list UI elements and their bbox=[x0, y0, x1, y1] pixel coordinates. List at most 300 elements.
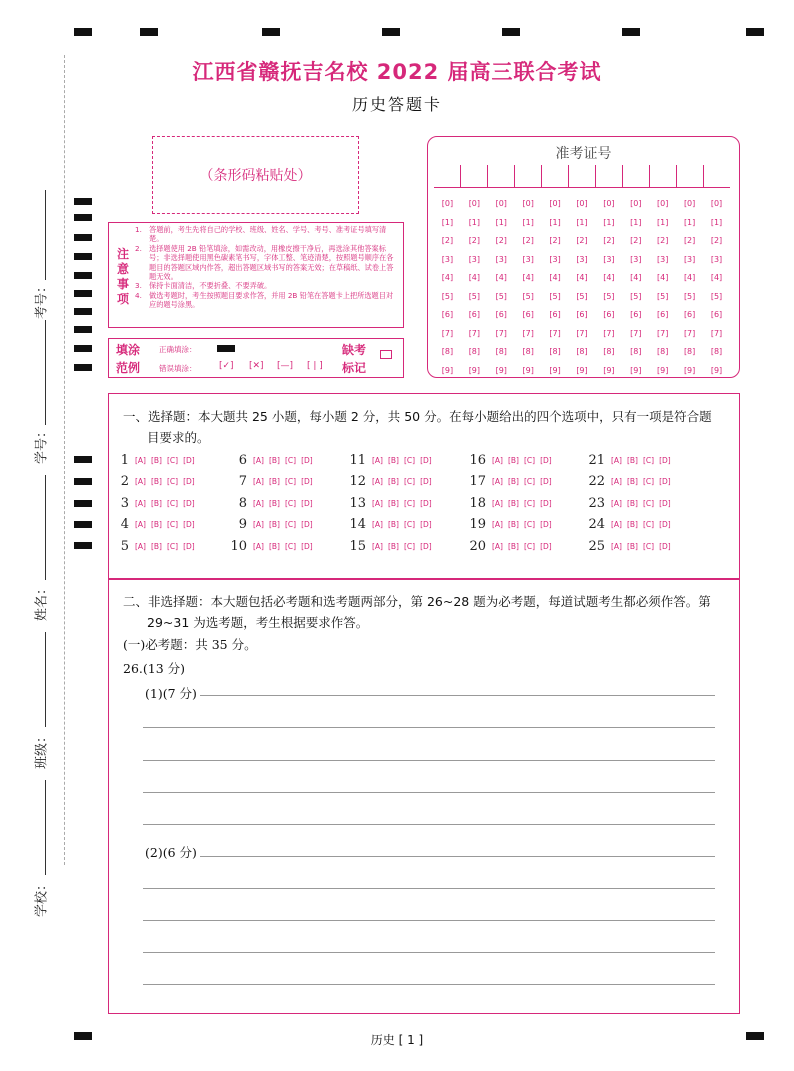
digit-bubble[interactable]: [9] bbox=[549, 365, 561, 375]
answer-line[interactable] bbox=[143, 920, 715, 921]
digit-bubble[interactable]: [5] bbox=[495, 291, 507, 301]
kaohao-line[interactable] bbox=[45, 190, 46, 280]
digit-bubble[interactable]: [1] bbox=[630, 217, 642, 227]
digit-bubble[interactable]: [3] bbox=[630, 254, 642, 264]
digit-bubble[interactable]: [2] bbox=[468, 236, 481, 245]
wrong-fill-cross-icon: [✕] bbox=[249, 361, 264, 371]
digit-bubble[interactable]: [4] bbox=[603, 273, 615, 282]
digit-bubble[interactable]: [1] bbox=[441, 217, 454, 227]
digit-bubble[interactable]: [0] bbox=[657, 199, 669, 208]
choice-option-bubble[interactable]: [B] bbox=[150, 519, 162, 529]
choice-option-bubble[interactable]: [A] bbox=[492, 476, 503, 486]
digit-bubble[interactable]: [7] bbox=[683, 328, 696, 338]
choice-option-bubble[interactable]: [C] bbox=[642, 476, 655, 486]
choice-question-number: 18 bbox=[469, 495, 486, 511]
digit-bubble[interactable]: [7] bbox=[603, 328, 615, 338]
choice-option-bubble[interactable]: [C] bbox=[523, 476, 536, 486]
digit-row bbox=[434, 251, 730, 270]
timing-mark bbox=[74, 500, 92, 507]
digit-bubble[interactable]: [5] bbox=[441, 291, 454, 301]
digit-bubble[interactable]: [6] bbox=[603, 310, 615, 319]
choice-question bbox=[346, 514, 437, 534]
choice-question bbox=[227, 536, 318, 556]
timing-mark bbox=[502, 28, 520, 36]
choice-option-bubble[interactable]: [C] bbox=[523, 519, 536, 529]
xuehao-line[interactable] bbox=[45, 320, 46, 425]
digit-bubble[interactable]: [9] bbox=[522, 365, 534, 375]
digit-bubble[interactable]: [8] bbox=[522, 347, 534, 356]
answer-line[interactable] bbox=[143, 792, 715, 793]
digit-bubble[interactable]: [3] bbox=[441, 254, 454, 264]
digit-bubble[interactable]: [6] bbox=[495, 310, 507, 319]
choice-option-bubble[interactable]: [C] bbox=[642, 541, 655, 551]
banji-line[interactable] bbox=[45, 632, 46, 727]
digit-bubble[interactable]: [2] bbox=[441, 236, 454, 245]
choice-option-bubble[interactable]: [A] bbox=[492, 541, 503, 551]
choice-option-bubble[interactable]: [C] bbox=[284, 476, 297, 486]
digit-bubble[interactable]: [5] bbox=[710, 291, 723, 301]
choice-option-bubble[interactable]: [D] bbox=[301, 519, 313, 529]
digit-bubble[interactable]: [0] bbox=[495, 199, 507, 208]
choice-option-bubble[interactable]: [D] bbox=[420, 455, 432, 465]
answer-line[interactable] bbox=[143, 952, 715, 953]
choice-option-bubble[interactable]: [A] bbox=[253, 519, 264, 529]
choice-question bbox=[585, 536, 676, 556]
choice-question bbox=[585, 471, 676, 491]
page-subtitle: 历史答题卡 bbox=[351, 95, 442, 114]
choice-question-number: 17 bbox=[469, 473, 486, 489]
choice-option-bubble[interactable]: [C] bbox=[403, 498, 416, 508]
choice-option-bubble[interactable]: [A] bbox=[253, 541, 264, 551]
choice-option-bubble[interactable]: [C] bbox=[523, 498, 536, 508]
digit-bubble[interactable]: [8] bbox=[710, 347, 723, 356]
timing-mark bbox=[74, 364, 92, 371]
choice-option-bubble[interactable]: [A] bbox=[135, 541, 146, 551]
digit-bubble[interactable]: [6] bbox=[683, 310, 696, 319]
choice-option-bubble[interactable]: [B] bbox=[268, 519, 280, 529]
side-label-xuehao: 学号： bbox=[34, 425, 50, 465]
choice-option-bubble[interactable]: [B] bbox=[387, 476, 399, 486]
choice-option-bubble[interactable]: [C] bbox=[166, 541, 179, 551]
choice-question-number: 25 bbox=[588, 538, 605, 554]
choice-option-bubble[interactable]: [B] bbox=[507, 541, 519, 551]
choice-option-bubble[interactable]: [C] bbox=[166, 498, 179, 508]
timing-mark bbox=[74, 345, 92, 352]
digit-bubble[interactable]: [1] bbox=[576, 217, 588, 227]
notice-item bbox=[135, 244, 399, 282]
digit-bubble[interactable]: [6] bbox=[549, 310, 561, 319]
digit-bubble[interactable]: [5] bbox=[630, 291, 642, 301]
choice-option-bubble[interactable]: [D] bbox=[183, 455, 195, 465]
digit-bubble[interactable]: [9] bbox=[576, 365, 588, 375]
choice-option-bubble[interactable]: [C] bbox=[642, 498, 655, 508]
digit-bubble[interactable]: [2] bbox=[576, 236, 588, 245]
choice-option-bubble[interactable]: [B] bbox=[268, 455, 280, 465]
choice-option-bubble[interactable]: [A] bbox=[135, 476, 146, 486]
choice-option-bubble[interactable]: [C] bbox=[166, 455, 179, 465]
choice-option-bubble[interactable]: [A] bbox=[372, 498, 383, 508]
digit-bubble[interactable]: [6] bbox=[576, 310, 588, 319]
barcode-area bbox=[152, 136, 359, 214]
digit-bubble[interactable]: [0] bbox=[576, 199, 588, 208]
timing-mark bbox=[74, 28, 92, 36]
choice-option-bubble[interactable]: [A] bbox=[611, 476, 622, 486]
choice-question-number: 15 bbox=[349, 538, 366, 554]
choice-option-bubble[interactable]: [B] bbox=[626, 476, 638, 486]
digit-bubble[interactable]: [4] bbox=[495, 273, 507, 282]
choice-option-bubble[interactable]: [B] bbox=[507, 519, 519, 529]
digit-bubble[interactable]: [3] bbox=[710, 254, 723, 264]
digit-bubble[interactable]: [4] bbox=[657, 273, 669, 282]
digit-bubble[interactable]: [8] bbox=[603, 347, 615, 356]
digit-bubble[interactable]: [6] bbox=[657, 310, 669, 319]
choice-question bbox=[466, 493, 557, 513]
choice-option-bubble[interactable]: [A] bbox=[135, 498, 146, 508]
choice-option-bubble[interactable]: [B] bbox=[507, 476, 519, 486]
digit-bubble[interactable]: [5] bbox=[522, 291, 534, 301]
digit-bubble[interactable]: [9] bbox=[495, 365, 507, 375]
notice-item-text: 保持卡面清洁，不要折叠、不要弄破。 bbox=[149, 281, 272, 291]
admission-bubble-grid[interactable] bbox=[434, 195, 730, 380]
digit-bubble[interactable]: [2] bbox=[603, 236, 615, 245]
digit-bubble[interactable]: [4] bbox=[522, 273, 534, 282]
choice-option-bubble[interactable]: [B] bbox=[150, 541, 162, 551]
timing-mark bbox=[140, 28, 158, 36]
digit-bubble[interactable]: [8] bbox=[683, 347, 696, 356]
choice-option-bubble[interactable]: [A] bbox=[611, 541, 622, 551]
choice-option-bubble[interactable]: [B] bbox=[387, 455, 399, 465]
digit-bubble[interactable]: [8] bbox=[657, 347, 669, 356]
digit-bubble[interactable]: [2] bbox=[522, 236, 534, 245]
choice-option-bubble[interactable]: [A] bbox=[611, 519, 622, 529]
choice-option-bubble[interactable]: [A] bbox=[372, 541, 383, 551]
timing-mark bbox=[382, 28, 400, 36]
choice-option-bubble[interactable]: [B] bbox=[150, 476, 162, 486]
timing-mark bbox=[74, 456, 92, 463]
choice-option-bubble[interactable]: [A] bbox=[135, 519, 146, 529]
choice-question-number: 10 bbox=[230, 538, 247, 554]
digit-bubble[interactable]: [2] bbox=[710, 236, 723, 245]
digit-bubble[interactable]: [1] bbox=[522, 217, 534, 227]
timing-mark bbox=[74, 272, 92, 279]
choice-question-number: 20 bbox=[469, 538, 486, 554]
choice-option-bubble[interactable]: [D] bbox=[183, 498, 195, 508]
choice-option-bubble[interactable]: [D] bbox=[659, 455, 671, 465]
choice-option-bubble[interactable]: [B] bbox=[507, 455, 519, 465]
choice-option-bubble[interactable]: [C] bbox=[166, 519, 179, 529]
admission-digit-boxes[interactable] bbox=[434, 165, 730, 188]
choice-option-bubble[interactable]: [D] bbox=[540, 541, 552, 551]
digit-bubble[interactable]: [3] bbox=[495, 254, 507, 264]
digit-bubble[interactable]: [0] bbox=[468, 199, 481, 208]
notice-item bbox=[135, 291, 399, 310]
choice-option-bubble[interactable]: [D] bbox=[659, 541, 671, 551]
digit-bubble[interactable]: [6] bbox=[441, 310, 454, 319]
admission-title: 准考证号 bbox=[555, 146, 612, 162]
side-label-xuexiao: 学校： bbox=[34, 878, 50, 918]
choice-question bbox=[109, 493, 200, 513]
notice-box bbox=[108, 222, 404, 328]
timing-mark bbox=[74, 478, 92, 485]
choice-question-number: 9 bbox=[238, 516, 247, 532]
choice-option-bubble[interactable]: [D] bbox=[301, 498, 313, 508]
digit-bubble[interactable]: [7] bbox=[710, 328, 723, 338]
notice-item-number: 2. bbox=[135, 243, 142, 253]
choice-option-bubble[interactable]: [C] bbox=[523, 541, 536, 551]
digit-bubble[interactable]: [0] bbox=[441, 199, 454, 208]
timing-mark bbox=[622, 28, 640, 36]
choice-option-bubble[interactable]: [C] bbox=[284, 541, 297, 551]
digit-bubble[interactable]: [7] bbox=[468, 328, 481, 338]
choice-section bbox=[108, 393, 740, 580]
digit-bubble[interactable]: [9] bbox=[683, 365, 696, 375]
digit-row bbox=[434, 195, 730, 214]
choice-question-number: 11 bbox=[349, 452, 366, 468]
digit-bubble[interactable]: [9] bbox=[603, 365, 615, 375]
digit-bubble[interactable]: [3] bbox=[576, 254, 588, 264]
choice-option-bubble[interactable]: [D] bbox=[540, 498, 552, 508]
digit-bubble[interactable]: [4] bbox=[630, 273, 642, 282]
choice-option-bubble[interactable]: [C] bbox=[284, 519, 297, 529]
digit-bubble[interactable]: [8] bbox=[576, 347, 588, 356]
choice-option-bubble[interactable]: [B] bbox=[268, 498, 280, 508]
digit-bubble[interactable]: [9] bbox=[710, 365, 723, 375]
choice-option-bubble[interactable]: [C] bbox=[403, 476, 416, 486]
choice-question-number: 19 bbox=[469, 516, 486, 532]
digit-bubble[interactable]: [9] bbox=[630, 365, 642, 375]
choice-option-bubble[interactable]: [C] bbox=[403, 541, 416, 551]
choice-option-bubble[interactable]: [D] bbox=[420, 476, 432, 486]
timing-mark bbox=[74, 326, 92, 333]
digit-bubble[interactable]: [5] bbox=[468, 291, 481, 301]
digit-bubble[interactable]: [1] bbox=[603, 217, 615, 227]
digit-bubble[interactable]: [0] bbox=[522, 199, 534, 208]
digit-row bbox=[434, 325, 730, 344]
choice-option-bubble[interactable]: [D] bbox=[540, 476, 552, 486]
digit-bubble[interactable]: [3] bbox=[657, 254, 669, 264]
choice-option-bubble[interactable]: [C] bbox=[523, 455, 536, 465]
timing-mark bbox=[74, 253, 92, 260]
digit-bubble[interactable]: [1] bbox=[683, 217, 696, 227]
required-heading: (一)必考题：共 35 分。 bbox=[123, 637, 257, 652]
digit-bubble[interactable]: [0] bbox=[683, 199, 696, 208]
binding-line bbox=[64, 55, 65, 865]
choice-option-bubble[interactable]: [D] bbox=[301, 476, 313, 486]
answer-line[interactable] bbox=[143, 888, 715, 889]
choice-option-bubble[interactable]: [A] bbox=[492, 498, 503, 508]
digit-bubble[interactable]: [2] bbox=[630, 236, 642, 245]
digit-bubble[interactable]: [4] bbox=[710, 273, 723, 282]
digit-bubble[interactable]: [8] bbox=[549, 347, 561, 356]
choice-option-bubble[interactable]: [B] bbox=[507, 498, 519, 508]
xuexiao-line[interactable] bbox=[45, 780, 46, 875]
digit-bubble[interactable]: [2] bbox=[495, 236, 507, 245]
digit-bubble[interactable]: [4] bbox=[441, 273, 454, 282]
timing-mark bbox=[74, 308, 92, 315]
digit-bubble[interactable]: [7] bbox=[495, 328, 507, 338]
choice-option-bubble[interactable]: [A] bbox=[611, 455, 622, 465]
choice-option-bubble[interactable]: [D] bbox=[420, 498, 432, 508]
choice-option-bubble[interactable]: [A] bbox=[135, 455, 146, 465]
choice-option-bubble[interactable]: [C] bbox=[284, 455, 297, 465]
choice-option-bubble[interactable]: [D] bbox=[540, 519, 552, 529]
choice-question bbox=[585, 493, 676, 513]
answer-line[interactable] bbox=[143, 760, 715, 761]
choice-question-number: 13 bbox=[349, 495, 366, 511]
digit-bubble[interactable]: [1] bbox=[549, 217, 561, 227]
wrong-fill-dash-icon: [—] bbox=[277, 361, 294, 371]
digit-bubble[interactable]: [1] bbox=[468, 217, 481, 227]
digit-bubble[interactable]: [7] bbox=[549, 328, 561, 338]
digit-bubble[interactable]: [2] bbox=[657, 236, 669, 245]
choice-option-bubble[interactable]: [B] bbox=[387, 519, 399, 529]
choice-option-bubble[interactable]: [B] bbox=[150, 455, 162, 465]
answer-line[interactable] bbox=[200, 695, 715, 696]
choice-option-bubble[interactable]: [B] bbox=[150, 498, 162, 508]
digit-bubble[interactable]: [2] bbox=[683, 236, 696, 245]
digit-bubble[interactable]: [1] bbox=[710, 217, 723, 227]
choice-option-bubble[interactable]: [A] bbox=[492, 455, 503, 465]
digit-bubble[interactable]: [9] bbox=[441, 365, 454, 375]
digit-bubble[interactable]: [6] bbox=[710, 310, 723, 319]
digit-bubble[interactable]: [9] bbox=[468, 365, 481, 375]
choice-option-bubble[interactable]: [D] bbox=[659, 476, 671, 486]
choice-option-bubble[interactable]: [D] bbox=[420, 541, 432, 551]
digit-bubble[interactable]: [0] bbox=[630, 199, 642, 208]
digit-bubble[interactable]: [5] bbox=[549, 291, 561, 301]
answer-line[interactable] bbox=[200, 856, 715, 857]
correct-fill-mark bbox=[217, 345, 235, 352]
choice-heading-2: 目要求的。 bbox=[147, 430, 210, 445]
side-label-banji: 班级： bbox=[34, 730, 50, 770]
digit-bubble[interactable]: [4] bbox=[468, 273, 481, 282]
digit-bubble[interactable]: [8] bbox=[441, 347, 454, 356]
choice-question bbox=[466, 450, 557, 470]
digit-bubble[interactable]: [5] bbox=[657, 291, 669, 301]
choice-question bbox=[227, 514, 318, 534]
choice-option-bubble[interactable]: [D] bbox=[659, 519, 671, 529]
digit-bubble[interactable]: [4] bbox=[683, 273, 696, 282]
digit-bubble[interactable]: [3] bbox=[603, 254, 615, 264]
timing-mark bbox=[74, 198, 92, 205]
choice-option-bubble[interactable]: [D] bbox=[540, 455, 552, 465]
choice-option-bubble[interactable]: [C] bbox=[403, 519, 416, 529]
choice-heading-1: 一、选择题：本大题共 25 小题，每小题 2 分，共 50 分。在每小题给出的四个选项中，只有一项是符合题 bbox=[123, 409, 712, 424]
digit-bubble[interactable]: [0] bbox=[549, 199, 561, 208]
choice-option-bubble[interactable]: [A] bbox=[253, 455, 264, 465]
choice-option-bubble[interactable]: [B] bbox=[387, 498, 399, 508]
choice-option-bubble[interactable]: [D] bbox=[659, 498, 671, 508]
answer-line[interactable] bbox=[143, 984, 715, 985]
digit-bubble[interactable]: [7] bbox=[657, 328, 669, 338]
choice-question bbox=[346, 471, 437, 491]
choice-question bbox=[466, 471, 557, 491]
digit-bubble[interactable]: [8] bbox=[630, 347, 642, 356]
notice-item-text: 选择题使用 2B 铅笔填涂，如需改动，用橡皮擦干净后，再选涂其他答案标号；非选择题使用黑色碳素笔书写，字体工整、笔迹清楚，按照题号顺序在各题目的答题区域内作答，超出答题区域书写的答案无效；在草稿纸、试卷上答题无效。 bbox=[149, 243, 394, 282]
digit-bubble[interactable]: [1] bbox=[495, 217, 507, 227]
digit-bubble[interactable]: [4] bbox=[576, 273, 588, 282]
notice-item-text: 答题前，考生先将自己的学校、班级、姓名、学号、考号、准考证号填写清楚。 bbox=[149, 225, 387, 244]
digit-bubble[interactable]: [5] bbox=[683, 291, 696, 301]
digit-bubble[interactable]: [3] bbox=[549, 254, 561, 264]
digit-bubble[interactable]: [7] bbox=[441, 328, 454, 338]
digit-row bbox=[434, 362, 730, 381]
digit-bubble[interactable]: [7] bbox=[630, 328, 642, 338]
digit-bubble[interactable]: [0] bbox=[710, 199, 723, 208]
digit-row bbox=[434, 232, 730, 251]
choice-option-bubble[interactable]: [D] bbox=[183, 519, 195, 529]
digit-bubble[interactable]: [9] bbox=[657, 365, 669, 375]
choice-option-bubble[interactable]: [A] bbox=[253, 498, 264, 508]
choice-option-bubble[interactable]: [B] bbox=[626, 519, 638, 529]
choice-option-bubble[interactable]: [B] bbox=[268, 541, 280, 551]
choice-option-bubble[interactable]: [C] bbox=[403, 455, 416, 465]
digit-bubble[interactable]: [3] bbox=[683, 254, 696, 264]
choice-option-bubble[interactable]: [B] bbox=[387, 541, 399, 551]
choice-option-bubble[interactable]: [B] bbox=[626, 498, 638, 508]
choice-option-bubble[interactable]: [B] bbox=[626, 455, 638, 465]
choice-option-bubble[interactable]: [B] bbox=[268, 476, 280, 486]
choice-question bbox=[109, 450, 200, 470]
digit-bubble[interactable]: [2] bbox=[549, 236, 561, 245]
xingming-line[interactable] bbox=[45, 475, 46, 580]
choice-option-bubble[interactable]: [C] bbox=[284, 498, 297, 508]
timing-mark bbox=[262, 28, 280, 36]
answer-line[interactable] bbox=[143, 727, 715, 728]
digit-bubble[interactable]: [3] bbox=[468, 254, 481, 264]
choice-option-bubble[interactable]: [A] bbox=[372, 455, 383, 465]
digit-bubble[interactable]: [4] bbox=[549, 273, 561, 282]
choice-option-bubble[interactable]: [A] bbox=[253, 476, 264, 486]
choice-option-bubble[interactable]: [D] bbox=[301, 455, 313, 465]
choice-option-bubble[interactable]: [D] bbox=[183, 541, 195, 551]
choice-question-number: 4 bbox=[120, 516, 129, 532]
answer-line[interactable] bbox=[143, 824, 715, 825]
digit-bubble[interactable]: [0] bbox=[603, 199, 615, 208]
choice-option-bubble[interactable]: [A] bbox=[372, 519, 383, 529]
digit-bubble[interactable]: [8] bbox=[495, 347, 507, 356]
choice-option-bubble[interactable]: [B] bbox=[626, 541, 638, 551]
choice-question-number: 12 bbox=[349, 473, 366, 489]
choice-question bbox=[466, 514, 557, 534]
digit-bubble[interactable]: [1] bbox=[657, 217, 669, 227]
choice-question-number: 8 bbox=[238, 495, 247, 511]
choice-option-bubble[interactable]: [A] bbox=[611, 498, 622, 508]
digit-bubble[interactable]: [7] bbox=[576, 328, 588, 338]
absent-mark-box[interactable] bbox=[380, 350, 392, 359]
choice-question-number: 7 bbox=[238, 473, 247, 489]
choice-option-bubble[interactable]: [D] bbox=[420, 519, 432, 529]
choice-option-bubble[interactable]: [C] bbox=[642, 455, 655, 465]
q26-label: 26.(13 分) bbox=[123, 661, 186, 676]
digit-bubble[interactable]: [6] bbox=[630, 310, 642, 319]
choice-option-bubble[interactable]: [A] bbox=[372, 476, 383, 486]
notice-item-number: 1. bbox=[135, 225, 142, 234]
digit-bubble[interactable]: [8] bbox=[468, 347, 481, 356]
choice-option-bubble[interactable]: [D] bbox=[301, 541, 313, 551]
digit-bubble[interactable]: [5] bbox=[576, 291, 588, 301]
digit-bubble[interactable]: [6] bbox=[522, 310, 534, 319]
digit-bubble[interactable]: [5] bbox=[603, 291, 615, 301]
choice-option-bubble[interactable]: [C] bbox=[166, 476, 179, 486]
digit-bubble[interactable]: [6] bbox=[468, 310, 481, 319]
choice-question bbox=[346, 450, 437, 470]
digit-bubble[interactable]: [3] bbox=[522, 254, 534, 264]
choice-option-bubble[interactable]: [D] bbox=[183, 476, 195, 486]
choice-option-bubble[interactable]: [A] bbox=[492, 519, 503, 529]
choice-option-bubble[interactable]: [C] bbox=[642, 519, 655, 529]
digit-bubble[interactable]: [7] bbox=[522, 328, 534, 338]
